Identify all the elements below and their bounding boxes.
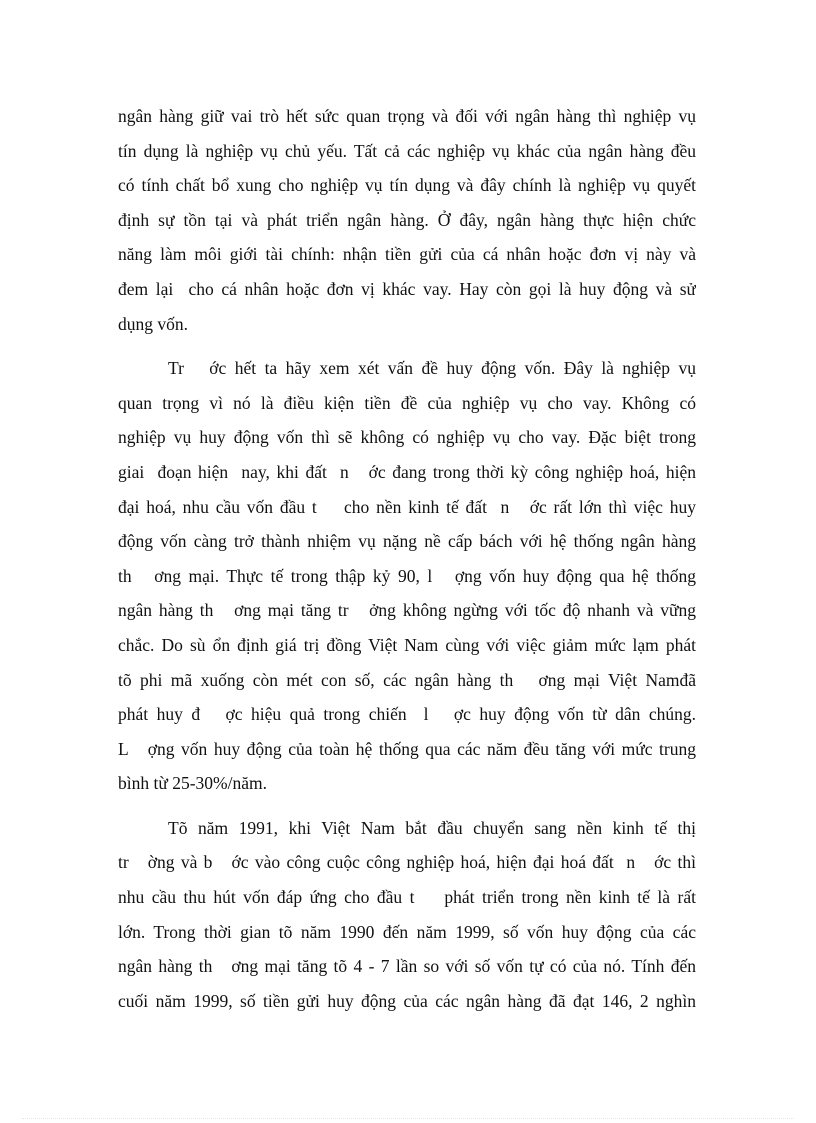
text-line: ngân hàng giữ vai trò hết sức quan trọng và đối với ngân hàng thì nghiệp vụ bbox=[118, 106, 696, 126]
text-line: có tính chất bổ xung cho nghiệp vụ tín dụng và đây chính là nghiệp vụ quyết bbox=[118, 175, 696, 196]
text-line: động vốn càng trở thành nhiệm vụ nặng nề cấp bách với hệ thống ngân hàng bbox=[118, 531, 696, 552]
text-line: Tõ năm 1991, khi Việt Nam bắt đầu chuyển sang nền kinh tế thị bbox=[168, 817, 696, 838]
body-text bbox=[118, 99, 696, 1018]
paragraph-gap bbox=[118, 801, 696, 811]
text-line: tr ờng và b ớc vào công cuộc công nghiệp hoá, hiện đại hoá đất n ớc thì bbox=[118, 852, 696, 873]
page-bottom-border bbox=[22, 1118, 794, 1119]
text-line: ngân hàng th ơng mại tăng tr ởng không ngừng với tốc độ nhanh và vững bbox=[118, 600, 696, 621]
text-line: giai đoạn hiện nay, khi đất n ớc đang trong thời kỳ công nghiệp hoá, hiện bbox=[118, 461, 696, 482]
paragraph bbox=[118, 99, 696, 341]
text-line: cuối năm 1999, số tiền gửi huy động của các ngân hàng đã đạt 146, 2 nghìn bbox=[118, 990, 696, 1011]
paragraph bbox=[118, 351, 696, 801]
text-line: Tr ớc hết ta hãy xem xét vấn đề huy động vốn. Đây là nghiệp vụ bbox=[168, 358, 696, 379]
text-line: chắc. Do sù ổn định giá trị đồng Việt Nam cùng với việc giảm mức lạm phát bbox=[118, 634, 696, 655]
text-line: đại hoá, nhu cầu vốn đầu t cho nền kinh tế đất n ớc rất lớn thì việc huy bbox=[118, 496, 696, 517]
text-line: năng làm môi giới tài chính: nhận tiền gửi của cá nhân hoặc đơn vị này và bbox=[118, 244, 696, 265]
paragraph-gap bbox=[118, 341, 696, 351]
text-line: tín dụng là nghiệp vụ chủ yếu. Tất cả các nghiệp vụ khác của ngân hàng đều bbox=[118, 140, 696, 161]
text-line: dụng vốn. bbox=[118, 313, 188, 334]
paragraph bbox=[118, 811, 696, 1019]
text-line: th ơng mại. Thực tế trong thập kỷ 90, l ợng vốn huy động qua hệ thống bbox=[118, 565, 696, 586]
text-line: L ợng vốn huy động của toàn hệ thống qua các năm đều tăng với mức trung bbox=[118, 738, 696, 759]
text-line: đem lại cho cá nhân hoặc đơn vị khác vay. Hay còn gọi là huy động và sử bbox=[118, 278, 696, 299]
text-line: quan trọng vì nó là điều kiện tiền đề của nghiệp vụ cho vay. Không có bbox=[118, 392, 696, 413]
text-line: tõ phi mã xuống còn mét con số, các ngân hàng th ơng mại Việt Namđã bbox=[118, 669, 696, 690]
text-line: lớn. Trong thời gian tõ năm 1990 đến năm 1999, số vốn huy động của các bbox=[118, 921, 696, 942]
text-line: định sự tồn tại và phát triển ngân hàng. Ở đây, ngân hàng thực hiện chức bbox=[118, 209, 696, 230]
text-line: nghiệp vụ huy động vốn thì sẽ không có nghiệp vụ cho vay. Đặc biệt trong bbox=[118, 427, 696, 448]
text-line: nhu cầu thu hút vốn đáp ứng cho đầu t phát triển trong nền kinh tế là rất bbox=[118, 887, 696, 908]
text-line: bình từ 25-30%/năm. bbox=[118, 773, 267, 794]
text-line: ngân hàng th ơng mại tăng tõ 4 - 7 lần so với số vốn tự có của nó. Tính đến bbox=[118, 956, 696, 977]
text-line: phát huy đ ợc hiệu quả trong chiến l ợc huy động vốn từ dân chúng. bbox=[118, 704, 696, 725]
